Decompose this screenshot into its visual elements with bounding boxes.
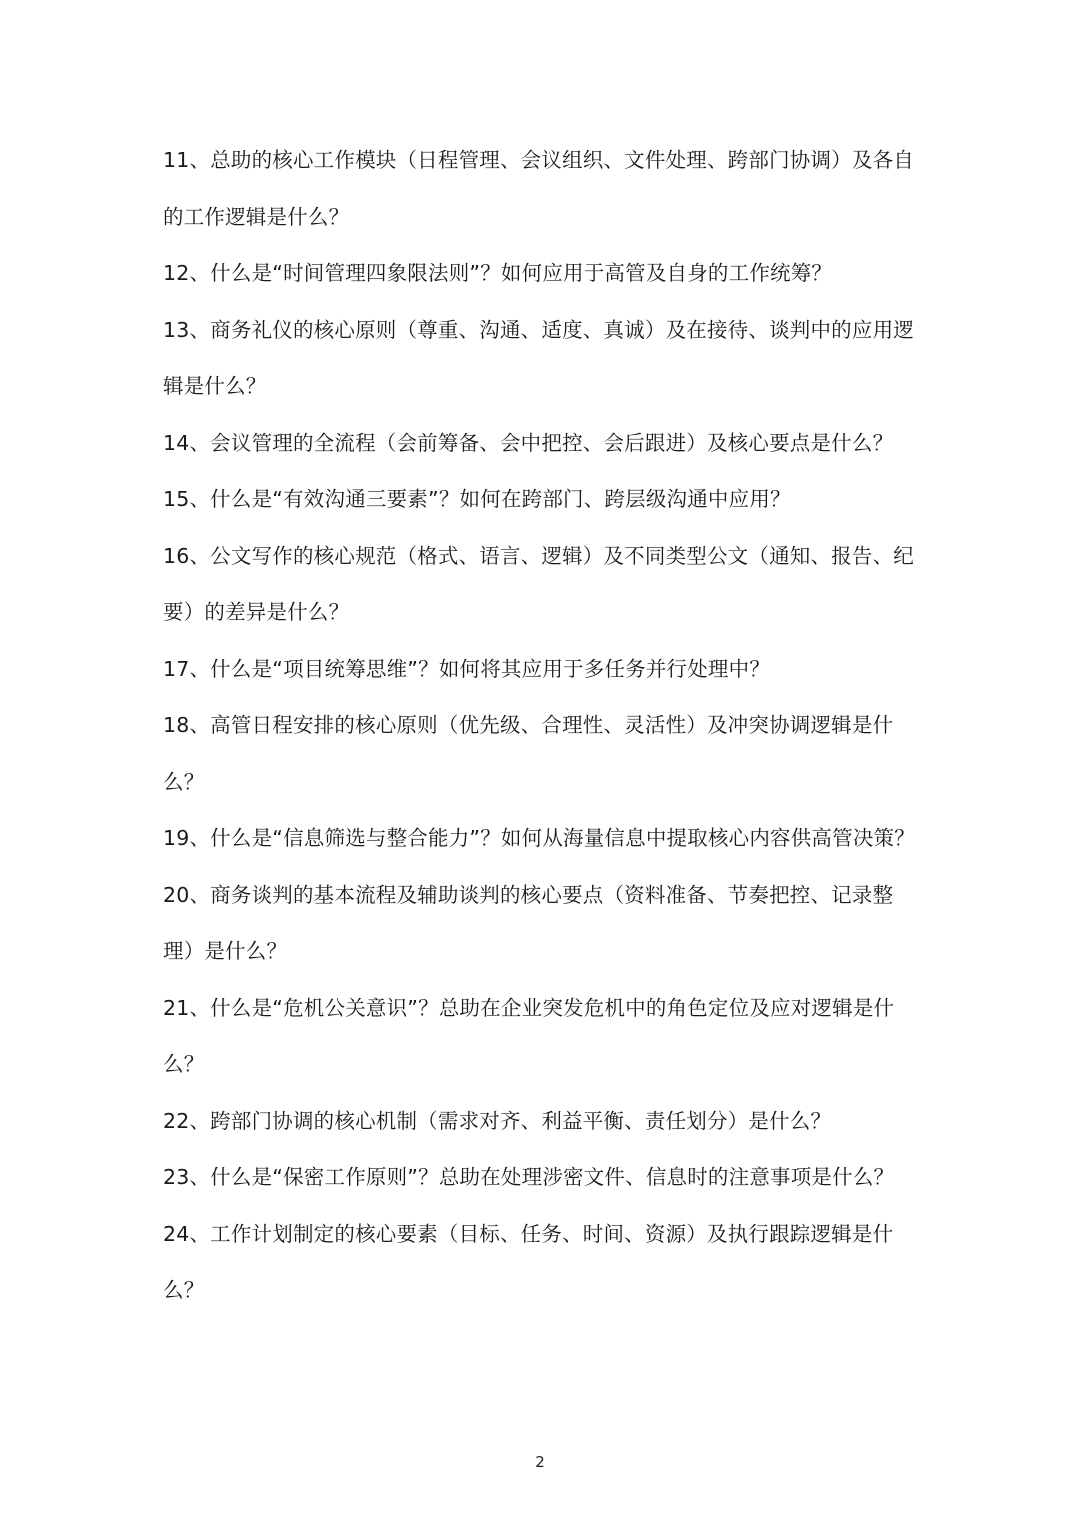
page-number: 2	[535, 1453, 545, 1471]
question-item: 11、总助的核心工作模块（日程管理、会议组织、文件处理、跨部门协调）及各自的工作逻辑是什么？	[163, 148, 914, 229]
question-item: 14、会议管理的全流程（会前筹备、会中把控、会后跟进）及核心要点是什么？	[163, 430, 894, 455]
question-item: 12、什么是“时间管理四象限法则”？如何应用于高管及自身的工作统筹？	[163, 261, 833, 285]
question-item: 19、什么是“信息筛选与整合能力”？如何从海量信息中提取核心内容供高管决策？	[163, 826, 915, 850]
question-item: 24、工作计划制定的核心要素（目标、任务、时间、资源）及执行跟踪逻辑是什么？	[163, 1221, 894, 1302]
question-item: 20、商务谈判的基本流程及辅助谈判的核心要点（资料准备、节奏把控、记录整理）是什么？	[163, 882, 894, 963]
question-item: 16、公文写作的核心规范（格式、语言、逻辑）及不同类型公文（通知、报告、纪要）的差异是什么？	[163, 543, 914, 624]
question-item: 17、什么是“项目统筹思维”？如何将其应用于多任务并行处理中？	[163, 656, 771, 681]
question-item: 13、商务礼仪的核心原则（尊重、沟通、适度、真诚）及在接待、谈判中的应用逻辑是什么？	[163, 317, 914, 398]
question-item: 15、什么是“有效沟通三要素”？如何在跨部门、跨层级沟通中应用？	[163, 487, 791, 511]
question-item: 18、高管日程安排的核心原则（优先级、合理性、灵活性）及冲突协调逻辑是什么？	[163, 713, 894, 794]
question-item: 21、什么是“危机公关意识”？总助在企业突发危机中的角色定位及应对逻辑是什么？	[163, 995, 895, 1076]
question-list	[163, 132, 923, 1319]
question-item: 23、什么是“保密工作原则”？总助在处理涉密文件、信息时的注意事项是什么？	[163, 1165, 895, 1189]
question-item: 22、跨部门协调的核心机制（需求对齐、利益平衡、责任划分）是什么？	[163, 1108, 832, 1133]
